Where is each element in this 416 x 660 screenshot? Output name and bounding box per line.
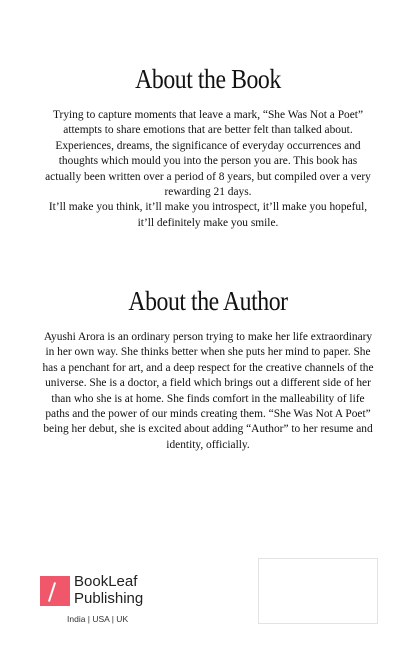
publisher-logo	[40, 575, 200, 630]
about-book-paragraph-1: Trying to capture moments that leave a mark, “She Was Not a Poet” attempts to share emotions that are better felt than talked about. Experiences, dreams, the significance of everyday occurrences and thoughts which mould you into the person you are. This book has actually been written over a period of 8 years, but compiled over a very rewarding 21 days.	[45, 109, 371, 199]
about-author-text	[40, 330, 376, 453]
publisher-regions: India | USA | UK	[67, 614, 129, 624]
bookleaf-logo-icon	[40, 576, 70, 606]
publisher-name-line2: Publishing	[74, 590, 144, 607]
barcode-placeholder-box	[258, 558, 378, 624]
logo-slash-mark	[48, 582, 56, 602]
publisher-name-line1: BookLeaf	[74, 573, 138, 590]
about-book-text	[40, 108, 376, 231]
about-book-section	[40, 62, 376, 231]
about-book-heading: About the Book	[135, 64, 281, 94]
about-author-section	[40, 284, 376, 453]
about-book-paragraph-2: It’ll make you think, it’ll make you introspect, it’ll make you hopeful, it’ll definitely make you smile.	[48, 201, 368, 229]
about-author-paragraph-1: Ayushi Arora is an ordinary person trying to make her life extraordinary in her own way. She thinks better when she puts her mind to paper. She has a penchant for art, and a deep respect for the creative channels of the universe. She is a doctor, a field which brings out a different side of her than who she is at home. She finds comfort in the malleability of life paths and the power of our minds creating them. “She Was Not A Poet” being her debut, she is excited about adding “Author” to her resume and identity, officially.	[42, 331, 374, 451]
about-author-heading: About the Author	[128, 286, 288, 316]
